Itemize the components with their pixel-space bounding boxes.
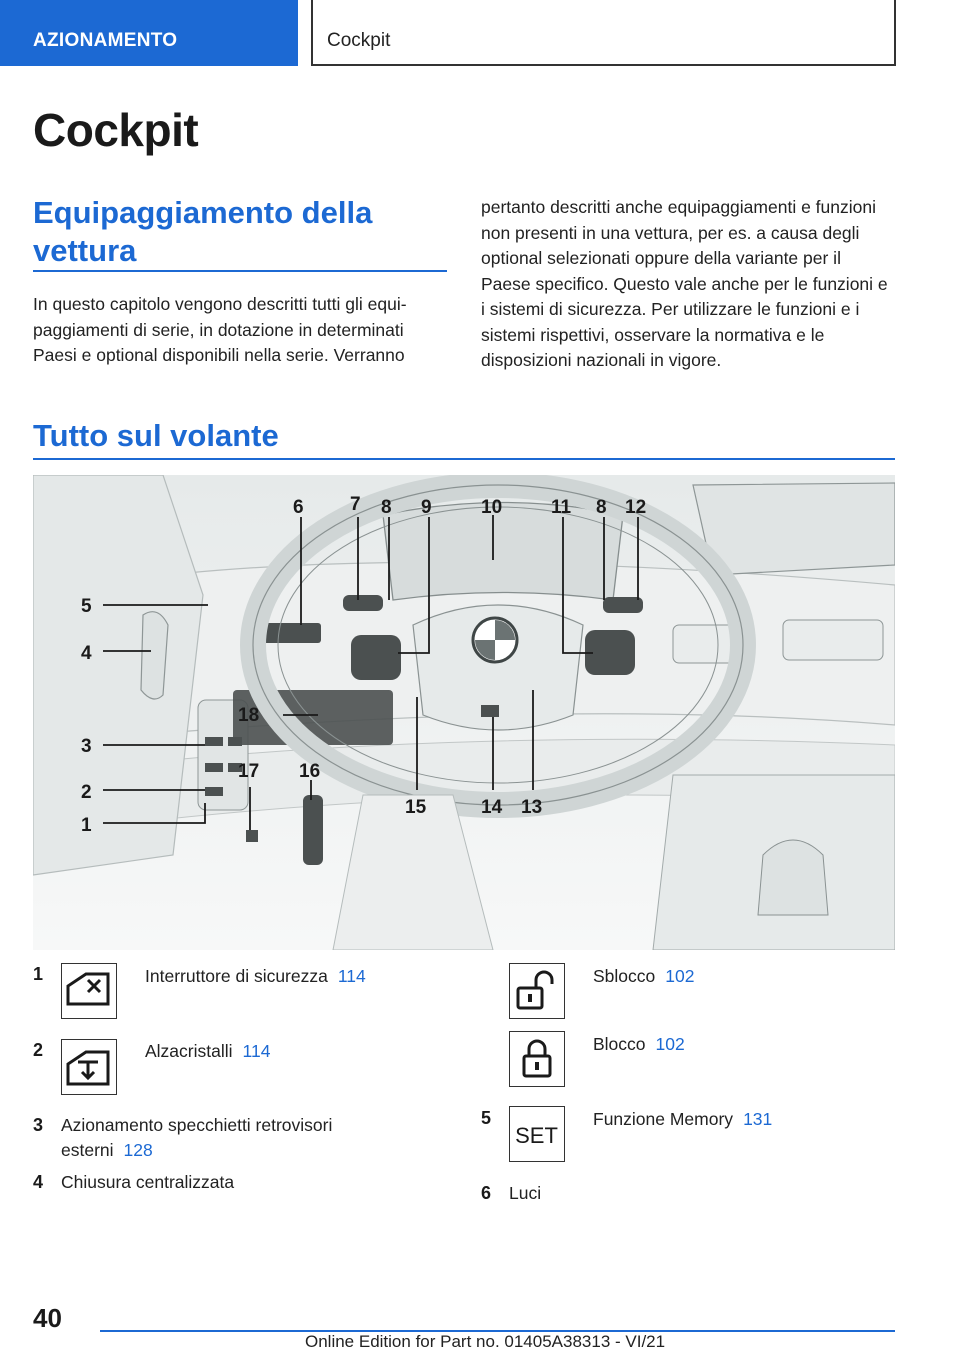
section-label: AZIONAMENTO <box>33 30 178 51</box>
intro-paragraph-right: pertanto descritti anche equipaggiamenti e funzioni non presenti in una vettura, per es. a causa degli optional selezionati oppure della variante per il Paese specifico. Questo vale anche per le funzioni e i sistemi di sicurezza. Per utilizzare le funzioni e i sistemi rispettivi, osservare la normativa e le disposizioni nazionali in vigore. <box>481 197 888 370</box>
legend-number-3: 3 <box>33 1115 44 1135</box>
legend-item-3 <box>61 1113 391 1163</box>
intro-paragraph-left: In questo capitolo vengono descritti tutti gli equipaggiamenti di serie, in dotazione in determinati Paesi e optional disponibili nella serie. Verranno <box>33 294 407 365</box>
legend-item-1 <box>145 964 366 989</box>
callout-1: 1 <box>81 815 92 836</box>
callout-9: 9 <box>421 497 432 518</box>
section-divider <box>33 270 447 272</box>
callout-10: 10 <box>481 497 503 518</box>
callout-4: 4 <box>81 643 92 664</box>
set-icon <box>509 1106 565 1162</box>
section-title-steering-wheel: Tutto sul volante <box>33 418 279 453</box>
cockpit-illustration <box>33 475 895 950</box>
chapter-label: Cockpit <box>327 30 391 51</box>
footer-edition: Online Edition for Part no. 01405A38313 - VI/21 <box>305 1332 666 1351</box>
legend-item-5 <box>593 1107 772 1132</box>
callout-2: 2 <box>81 782 92 803</box>
callout-18: 18 <box>238 705 260 726</box>
legend-text-4: Chiusura centralizzata <box>61 1172 235 1192</box>
callout-16: 16 <box>299 761 321 782</box>
chapter-tab <box>311 0 896 66</box>
window-lock-icon <box>61 963 117 1019</box>
callout-12: 12 <box>625 497 647 518</box>
page-number: 40 <box>33 1303 62 1333</box>
section-tab <box>0 0 298 66</box>
legend-number-5: 5 <box>481 1108 492 1128</box>
callout-17: 17 <box>238 761 260 782</box>
callout-13: 13 <box>521 797 543 818</box>
callout-7: 7 <box>350 494 361 515</box>
legend-number-2: 2 <box>33 1040 44 1060</box>
callout-8b: 8 <box>596 497 607 518</box>
callout-15: 15 <box>405 797 427 818</box>
section-divider <box>33 458 895 460</box>
section-title-equipment: Equipaggiamento della vettura <box>33 195 373 268</box>
legend-text-unlock: Sblocco <box>593 966 656 986</box>
legend-text-5: Funzione Memory <box>593 1109 734 1129</box>
legend-number-4: 4 <box>33 1172 44 1192</box>
window-lift-icon <box>61 1039 117 1095</box>
page-ref-102[interactable]: 102 <box>665 966 695 986</box>
page-ref-128[interactable]: 128 <box>123 1140 153 1160</box>
legend-text-3: Azionamento specchietti retrovisori esterni <box>61 1115 333 1160</box>
page-ref-114[interactable]: 114 <box>242 1041 271 1061</box>
legend-item-lock <box>593 1032 685 1057</box>
legend-item-unlock <box>593 964 694 989</box>
legend-number-6: 6 <box>481 1183 492 1203</box>
legend-text-1: Interruttore di sicurezza <box>145 966 328 986</box>
callout-14: 14 <box>481 797 503 818</box>
page-ref-102[interactable]: 102 <box>655 1034 685 1054</box>
legend-text-2: Alzacristalli <box>145 1041 233 1061</box>
legend-number-1: 1 <box>33 964 44 984</box>
callout-6: 6 <box>293 497 304 518</box>
callout-11: 11 <box>551 497 572 518</box>
callout-8: 8 <box>381 497 392 518</box>
callout-5: 5 <box>81 596 92 617</box>
unlock-icon <box>509 963 565 1019</box>
legend-text-lock: Blocco <box>593 1034 646 1054</box>
legend-text-6: Luci <box>509 1183 542 1203</box>
page-title: Cockpit <box>33 104 199 156</box>
lock-icon <box>509 1031 565 1087</box>
page-ref-114[interactable]: 114 <box>337 966 366 986</box>
page-ref-131[interactable]: 131 <box>743 1109 773 1129</box>
set-icon-label: SET <box>515 1123 558 1148</box>
callout-3: 3 <box>81 736 92 757</box>
legend-item-2 <box>145 1039 270 1064</box>
